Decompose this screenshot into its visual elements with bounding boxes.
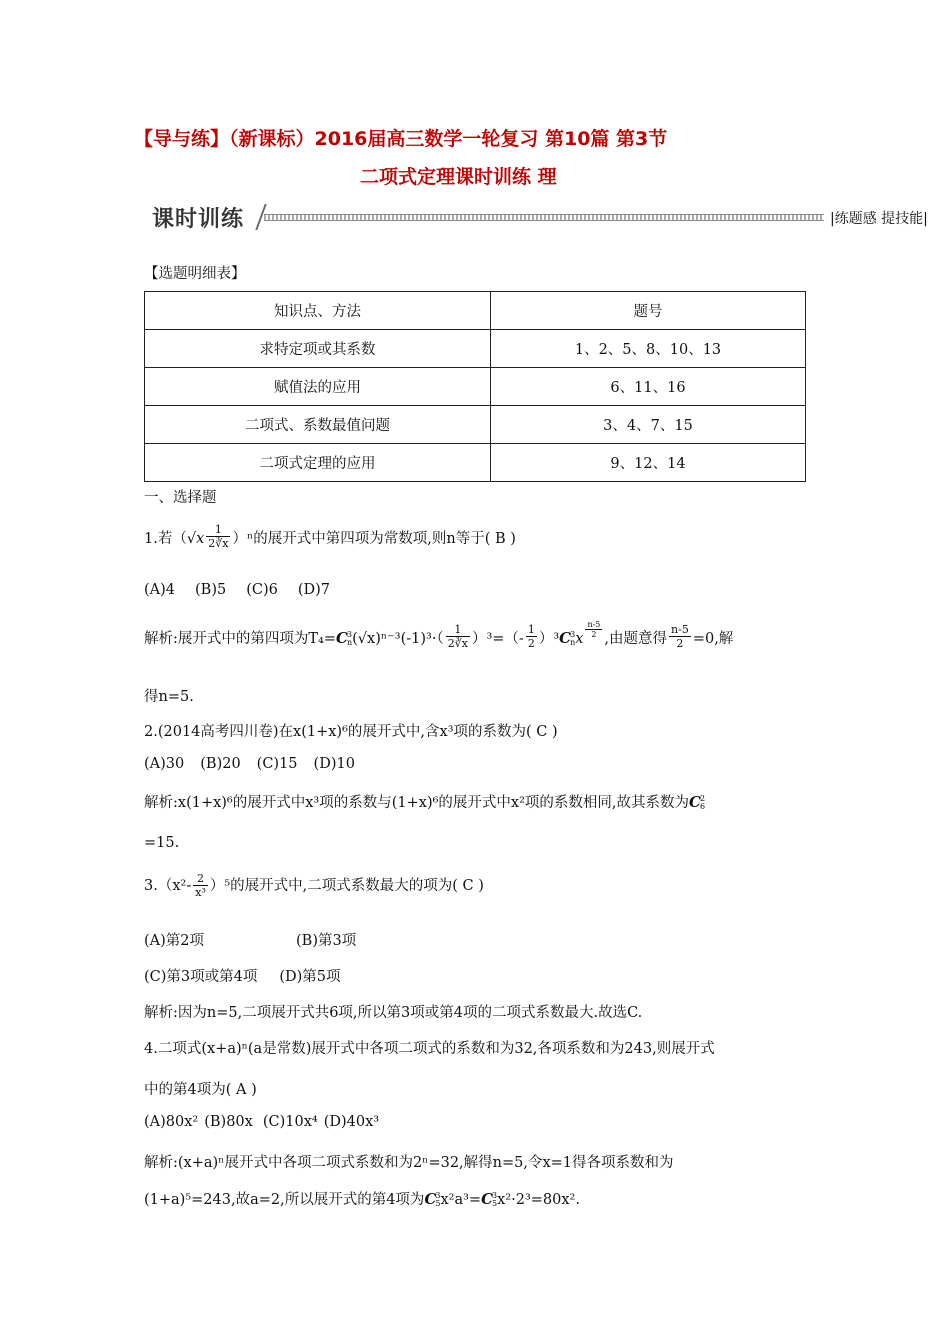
question-2-analysis-end: =15. bbox=[144, 835, 180, 851]
question-4-stem-line1: 4.二项式(x+a)ⁿ(a是常数)展开式中各项二项式的系数和为32,各项系数和为243,则展开式 bbox=[144, 1041, 715, 1057]
question-2-options: (A)30 (B)20 (C)15 (D)10 bbox=[144, 756, 355, 772]
table-cell: 9、12、14 bbox=[491, 444, 806, 482]
question-4-analysis-line2: (1+a)⁵=243,故a=2,所以展开式的第4项为C 3 5 x²a³=C 3 5 x²·2³=80x². bbox=[144, 1190, 580, 1208]
question-1-options: (A)4 (B)5 (C)6 (D)7 bbox=[144, 582, 331, 598]
banner bbox=[142, 198, 944, 234]
question-table bbox=[144, 291, 806, 482]
document-title-line2: 二项式定理课时训练 理 bbox=[360, 166, 557, 188]
banner-label: 课时训练 bbox=[152, 207, 245, 232]
banner-divider bbox=[264, 214, 824, 221]
table-cell: 二项式、系数最值问题 bbox=[145, 406, 491, 444]
table-row bbox=[145, 406, 806, 444]
table-row bbox=[145, 444, 806, 482]
table-cell: 3、4、7、15 bbox=[491, 406, 806, 444]
table-cell: 赋值法的应用 bbox=[145, 368, 491, 406]
question-1-analysis: 解析:展开式中的第四项为T₄=C 3 n (√x)ⁿ⁻³(-1)³·（ $\frac{1}{2∛x}$ ）³=（- $\frac{1}{2}$ ）³C 3 n x $\frac{n-5}{2}$ ,由题意得 $\frac{n-5}{2}$ =0,解 bbox=[144, 620, 734, 650]
question-1-stem: 1.若（√x $\frac{1}{2∛x}$ ）ⁿ的展开式中第四项为常数项,则n等于( B ) bbox=[144, 523, 516, 550]
table-row bbox=[145, 368, 806, 406]
question-4-options: (A)80x² (B)80x (C)10x⁴ (D)40x³ bbox=[144, 1114, 380, 1130]
table-header-cell: 知识点、方法 bbox=[145, 292, 491, 330]
question-3-analysis: 解析:因为n=5,二项展开式共6项,所以第3项或第4项的二项式系数最大.故选C. bbox=[144, 1005, 643, 1021]
question-2-stem: 2.(2014高考四川卷)在x(1+x)⁶的展开式中,含x³项的系数为( C ) bbox=[144, 724, 558, 740]
question-3-options-row2: (C)第3项或第4项 (D)第5项 bbox=[144, 969, 341, 985]
question-1-analysis-end: 得n=5. bbox=[144, 689, 194, 705]
question-4-stem-line2: 中的第4项为( A ) bbox=[144, 1082, 257, 1098]
question-3-options-row1: (A)第2项 (B)第3项 bbox=[144, 933, 357, 949]
table-cell: 6、11、16 bbox=[491, 368, 806, 406]
document-title-line1: 【导与练】（新课标）2016届高三数学一轮复习 第10篇 第3节 bbox=[134, 128, 668, 150]
banner-right-text: |练题感 提技能| bbox=[830, 211, 928, 227]
table-cell: 二项式定理的应用 bbox=[145, 444, 491, 482]
table-cell: 求特定项或其系数 bbox=[145, 330, 491, 368]
section-heading: 一、选择题 bbox=[144, 490, 217, 506]
question-2-analysis: 解析:x(1+x)⁶的展开式中x³项的系数与(1+x)⁶的展开式中x²项的系数相同,故其系数为C 2 6 bbox=[144, 793, 706, 811]
table-header-row bbox=[145, 292, 806, 330]
table-heading: 【选题明细表】 bbox=[144, 266, 246, 282]
table-header-cell: 题号 bbox=[491, 292, 806, 330]
question-3-stem: 3.（x²- $\frac{2}{\text{x³}}$ ）⁵的展开式中,二项式系数最大的项为( C ) bbox=[144, 872, 484, 899]
table-row bbox=[145, 330, 806, 368]
fraction: $\frac{1}{2∛x}$ bbox=[208, 523, 229, 550]
table-cell: 1、2、5、8、10、13 bbox=[491, 330, 806, 368]
question-4-analysis-line1: 解析:(x+a)ⁿ展开式中各项二项式系数和为2ⁿ=32,解得n=5,令x=1得各项系数和为 bbox=[144, 1155, 674, 1171]
